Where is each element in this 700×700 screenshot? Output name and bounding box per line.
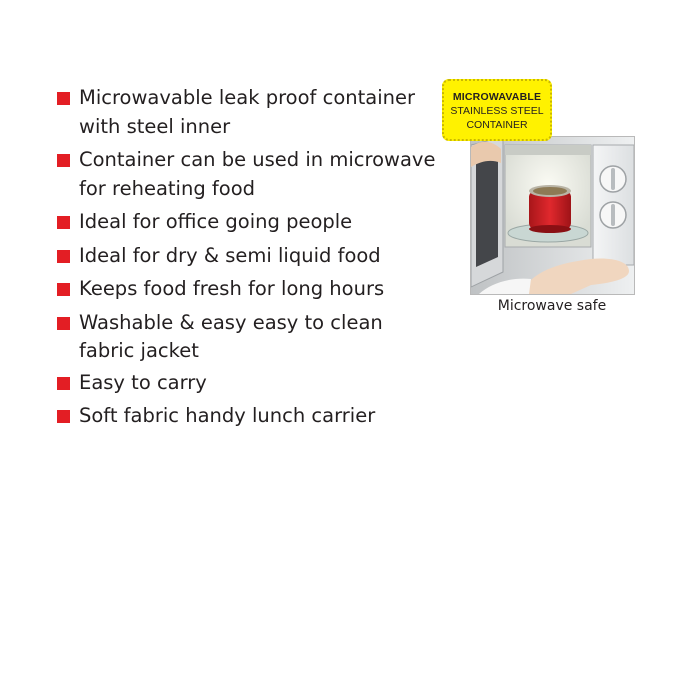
feature-text: Ideal for dry & semi liquid food [79, 243, 381, 267]
feature-text: Easy to carry [79, 370, 207, 394]
feature-list [57, 84, 437, 436]
feature-item [57, 275, 437, 304]
square-bullet-icon [57, 154, 70, 167]
square-bullet-icon [57, 216, 70, 229]
feature-item [57, 208, 437, 237]
square-bullet-icon [57, 250, 70, 263]
feature-text: Keeps food fresh for long hours [79, 277, 385, 300]
badge-subtitle: STAINLESS STEEL [450, 105, 544, 117]
square-bullet-icon [57, 410, 70, 423]
feature-item [57, 309, 437, 366]
square-bullet-icon [57, 283, 70, 296]
badge-subtitle-2: CONTAINER [466, 119, 528, 131]
feature-text: Soft fabric handy lunch carrier [79, 404, 376, 427]
image-caption: Microwave safe [497, 298, 607, 314]
square-bullet-icon [57, 92, 70, 105]
feature-item [57, 242, 437, 271]
feature-text: Microwavable leak proof container with steel inner [79, 86, 416, 138]
feature-item [57, 369, 437, 398]
microwave-photo [470, 136, 635, 295]
badge-title: MICROWAVABLE [452, 91, 542, 103]
square-bullet-icon [57, 317, 70, 330]
microwavable-badge [442, 79, 552, 141]
feature-item [57, 146, 437, 203]
feature-text: Washable & easy easy to clean fabric jacket [79, 310, 383, 362]
feature-item [57, 84, 437, 141]
feature-text: Ideal for office going people [79, 210, 353, 233]
feature-text: Container can be used in microwave for reheating food [79, 148, 436, 200]
microwave-illustration [471, 137, 634, 294]
square-bullet-icon [57, 377, 70, 390]
feature-item [57, 402, 437, 431]
